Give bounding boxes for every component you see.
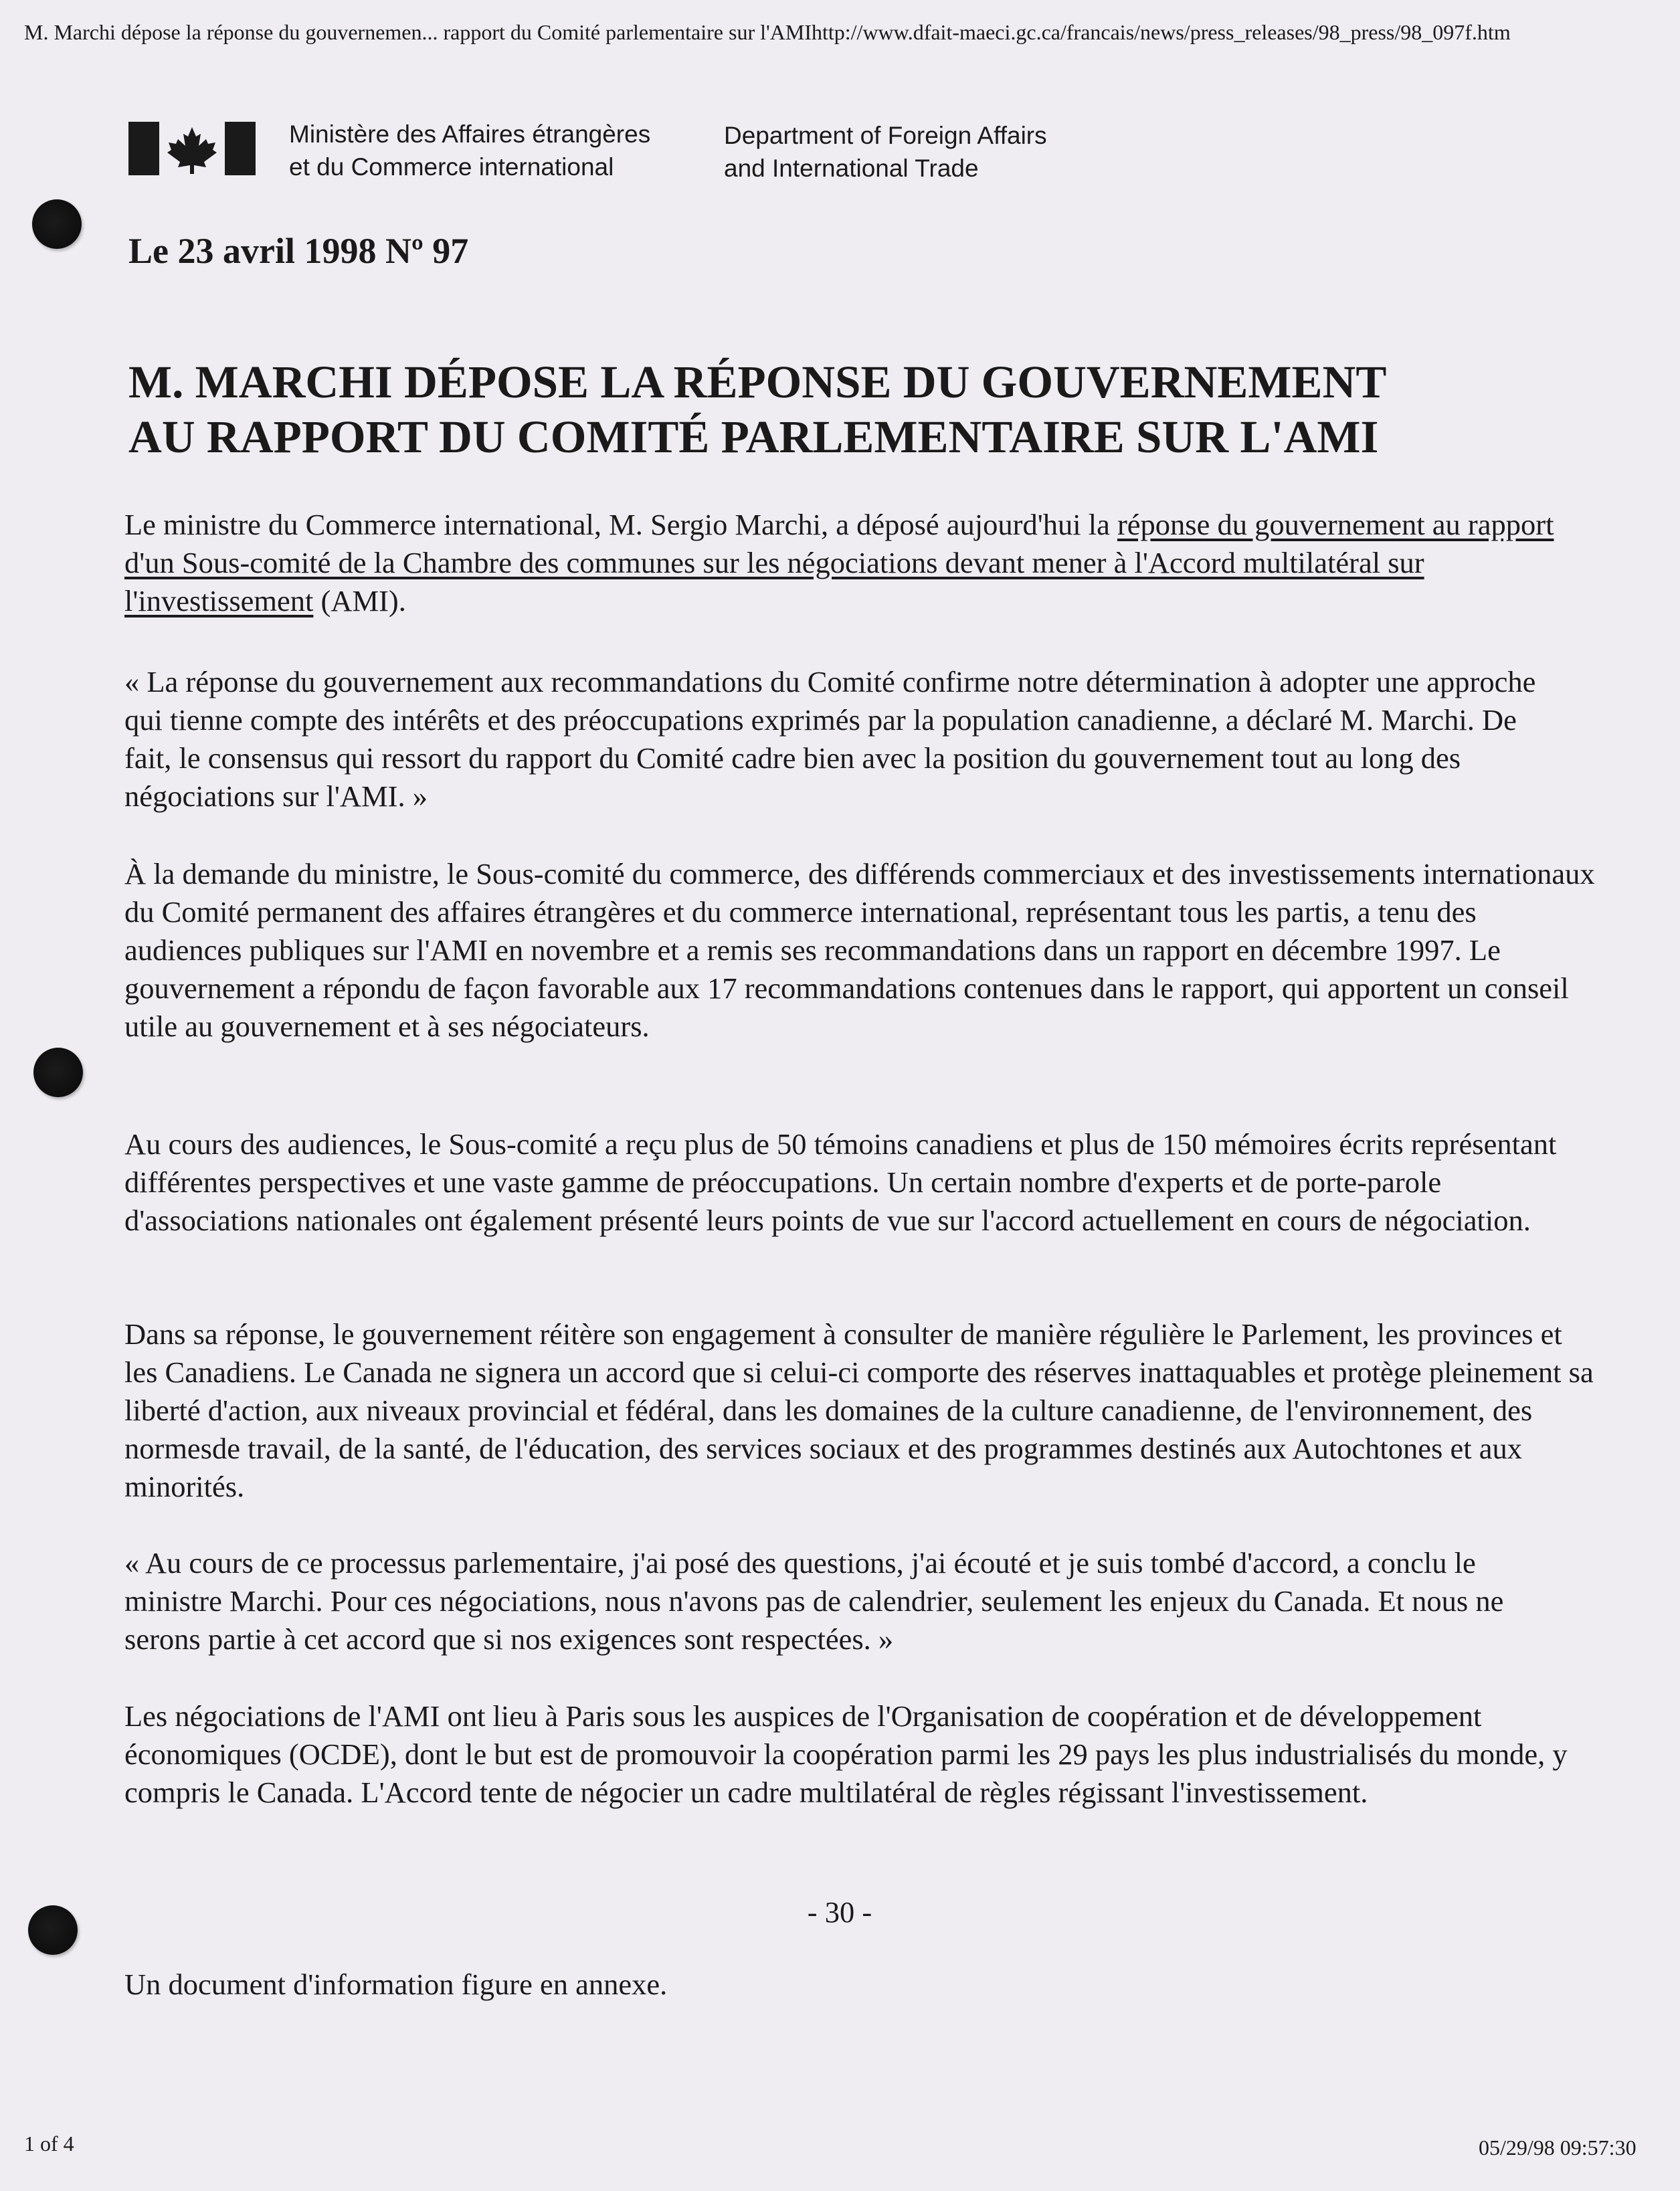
paragraph-quote-marchi: « La réponse du gouvernement aux recommandations du Comité confirme notre détermination à adopter une approche qui tienne compte des intérêts et des préoccupations exprimés par la population canadienne, a déclaré M. Marchi. De fait, le consensus qui ressort du rapport du Comité cadre bien avec la position du gouvernement tout au long des négociations sur l'AMI. »: [124, 665, 1536, 813]
print-timestamp: 05/29/98 09:57:30: [1479, 2135, 1637, 2160]
paragraph-ocde: Les négociations de l'AMI ont lieu à Paris sous les auspices de l'Organisation de coopération et de développement économiques (OCDE), dont le but est de promouvoir la coopération parmi les 29 pays les plus industrialisés du monde, y compris le Canada. L'Accord tente de négocier un cadre multilatéral de règles régissant l'investissement.: [124, 1699, 1568, 1809]
release-date-number: Le 23 avril 1998 Nº 97: [128, 231, 469, 271]
binder-hole-middle: [33, 1048, 83, 1097]
headline-line1: M. MARCHI DÉPOSE LA RÉPONSE DU GOUVERNEMENT: [128, 357, 1387, 407]
ministry-fr-line1: Ministère des Affaires étrangères: [289, 120, 651, 148]
browser-print-header: [24, 20, 1657, 45]
paragraph-subcommittee: À la demande du ministre, le Sous-comité du commerce, des différends commerciaux et des investissements internationaux du Comité permanent des affaires étrangères et du commerce international, représentant tous les partis, a tenu des audiences publiques sur l'AMI en novembre et a remis ses recommandations dans un rapport en décembre 1997. Le gouvernement a répondu de façon favorable aux 17 recommandations contenues dans le rapport, qui apportent un conseil utile au gouvernement et à ses négociateurs.: [124, 857, 1595, 1043]
page-count: 1 of 4: [24, 2131, 74, 2156]
paragraph-hearings: Au cours des audiences, le Sous-comité a reçu plus de 50 témoins canadiens et plus de 150 mémoires écrits représentant différentes perspectives et une vaste gamme de préoccupations. Un certain nombre d'experts et de porte-parole d'associations nationales ont également présenté leurs points de vue sur l'accord actuellement en cours de négociation.: [124, 1127, 1557, 1237]
annex-note: Un document d'information figure en annexe.: [124, 1968, 668, 2001]
ministry-en-line1: Department of Foreign Affairs: [724, 122, 1047, 149]
headline-line2: AU RAPPORT DU COMITÉ PARLEMENTAIRE SUR L'AMI: [128, 411, 1379, 462]
binder-hole-bottom: [28, 1905, 78, 1955]
headline: [128, 355, 1667, 464]
paragraph-intro: [124, 506, 1570, 620]
binder-hole-top: [32, 199, 82, 249]
paragraph-intro-tail: (AMI).: [313, 584, 406, 617]
header-page-title: M. Marchi dépose la réponse du gouvernemen... rapport du Comité parlementaire sur l'AMI: [24, 20, 812, 44]
paragraph-intro-text: Le ministre du Commerce international, M. Sergio Marchi, a déposé aujourd'hui la: [124, 508, 1117, 541]
ministry-name-en: [724, 119, 1047, 185]
end-marker: - 30 -: [807, 1895, 872, 1929]
canada-flag-icon: [128, 122, 256, 175]
government-response-link[interactable]: réponse du gouvernement au rapport d'un Sous-comité de la Chambre des communes sur les négociations devant mener à l'Accord multilatéral sur l'investissement: [124, 508, 1554, 617]
header-page-url: http://www.dfait-maeci.gc.ca/francais/news/press_releases/98_press/98_097f.htm: [811, 20, 1511, 44]
paragraph-engagement: Dans sa réponse, le gouvernement réitère son engagement à consulter de manière régulière le Parlement, les provinces et les Canadiens. Le Canada ne signera un accord que si celui-ci comporte des réserves inattaquables et protège pleinement sa liberté d'action, aux niveaux provincial et fédéral, dans les domaines de la culture canadienne, de l'environnement, des normesde travail, de la santé, de l'éducation, des services sociaux et des programmes destinés aux Autochtones et aux minorités.: [124, 1317, 1594, 1503]
paragraph-closing-quote: « Au cours de ce processus parlementaire, j'ai posé des questions, j'ai écouté et je suis tombé d'accord, a conclu le ministre Marchi. Pour ces négociations, nous n'avons pas de calendrier, seulement les enjeux du Canada. Et nous ne serons partie à cet accord que si nos exigences sont respectées. »: [124, 1546, 1504, 1656]
ministry-en-line2: and International Trade: [724, 155, 979, 182]
ministry-fr-line2: et du Commerce international: [289, 153, 614, 181]
ministry-name-fr: [289, 118, 650, 183]
